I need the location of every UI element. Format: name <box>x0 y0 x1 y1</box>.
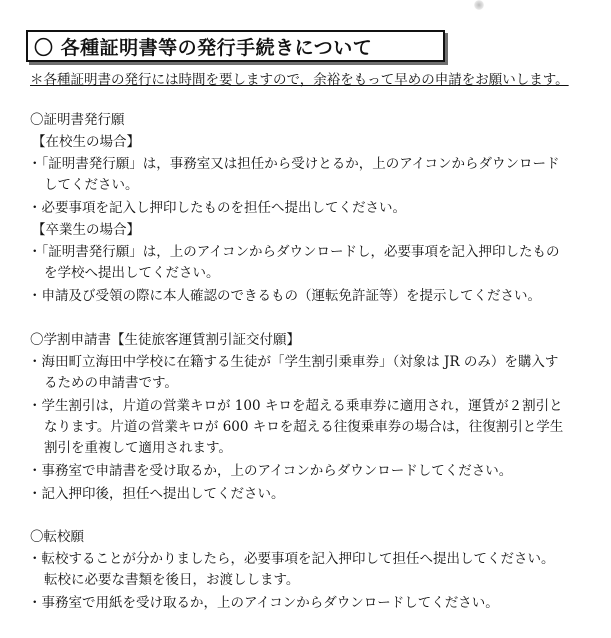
transfer-bullet-2: ・事務室で用紙を受け取るか，上のアイコンからダウンロードしてください。 <box>28 595 499 611</box>
cert-graduate-bullet-1: ・「証明書発行願」は，上のアイコンからダウンロードし，必要事項を記入押印したもの <box>28 244 560 260</box>
cert-graduate-heading: 【卒業生の場合】 <box>32 222 140 238</box>
discount-bullet-4: ・記入押印後，担任へ提出してください。 <box>28 486 285 502</box>
cert-enrolled-bullet-1-cont: してください。 <box>44 177 139 193</box>
document-title: 〇 各種証明書等の発行手続きについて <box>26 30 445 62</box>
cert-enrolled-bullet-1: ・「証明書発行願」は，事務室又は担任から受けとるか，上のアイコンからダウンロード <box>28 156 560 172</box>
discount-bullet-2: ・学生割引は，片道の営業キロが 100 キロを超える乗車券に適用され，運賃が２割引と <box>28 398 563 414</box>
scan-spot <box>474 0 484 10</box>
discount-heading: 〇学割申請書【生徒旅客運賃割引証交付願】 <box>30 332 300 348</box>
transfer-bullet-1-cont: 転校に必要な書類を後日，お渡しします。 <box>44 572 300 588</box>
cert-enrolled-bullet-2: ・必要事項を記入し押印したものを担任へ提出してください。 <box>28 200 406 216</box>
notice-text: ＊各種証明書の発行には時間を要しますので，余裕をもって早めの申請をお願いします。 <box>30 72 569 88</box>
cert-enrolled-heading: 【在校生の場合】 <box>32 134 140 150</box>
cert-graduate-bullet-1-cont: を学校へ提出してください。 <box>44 265 220 281</box>
discount-bullet-2-cont-1: なります。片道の営業キロが 600 キロを超える往復乗車券の場合は，往復割引と学生 <box>44 419 564 435</box>
discount-bullet-2-cont-2: 割引を重複して適用されます。 <box>44 440 232 456</box>
cert-heading: 〇証明書発行願 <box>30 112 125 128</box>
discount-bullet-1-cont: るための申請書です。 <box>44 375 178 391</box>
transfer-heading: 〇転校願 <box>30 529 84 545</box>
discount-bullet-1: ・海田町立海田中学校に在籍する生徒が「学生割引乗車券」（対象は JR のみ）を購入す <box>28 354 559 370</box>
discount-bullet-3: ・事務室で申請書を受け取るか，上のアイコンからダウンロードしてください。 <box>28 463 513 479</box>
transfer-bullet-1: ・転校することが分かりましたら，必要事項を記入押印して担任へ提出してください。 <box>28 551 555 567</box>
cert-graduate-bullet-2: ・申請及び受領の際に本人確認のできるもの（運転免許証等）を提示してください。 <box>28 288 541 304</box>
